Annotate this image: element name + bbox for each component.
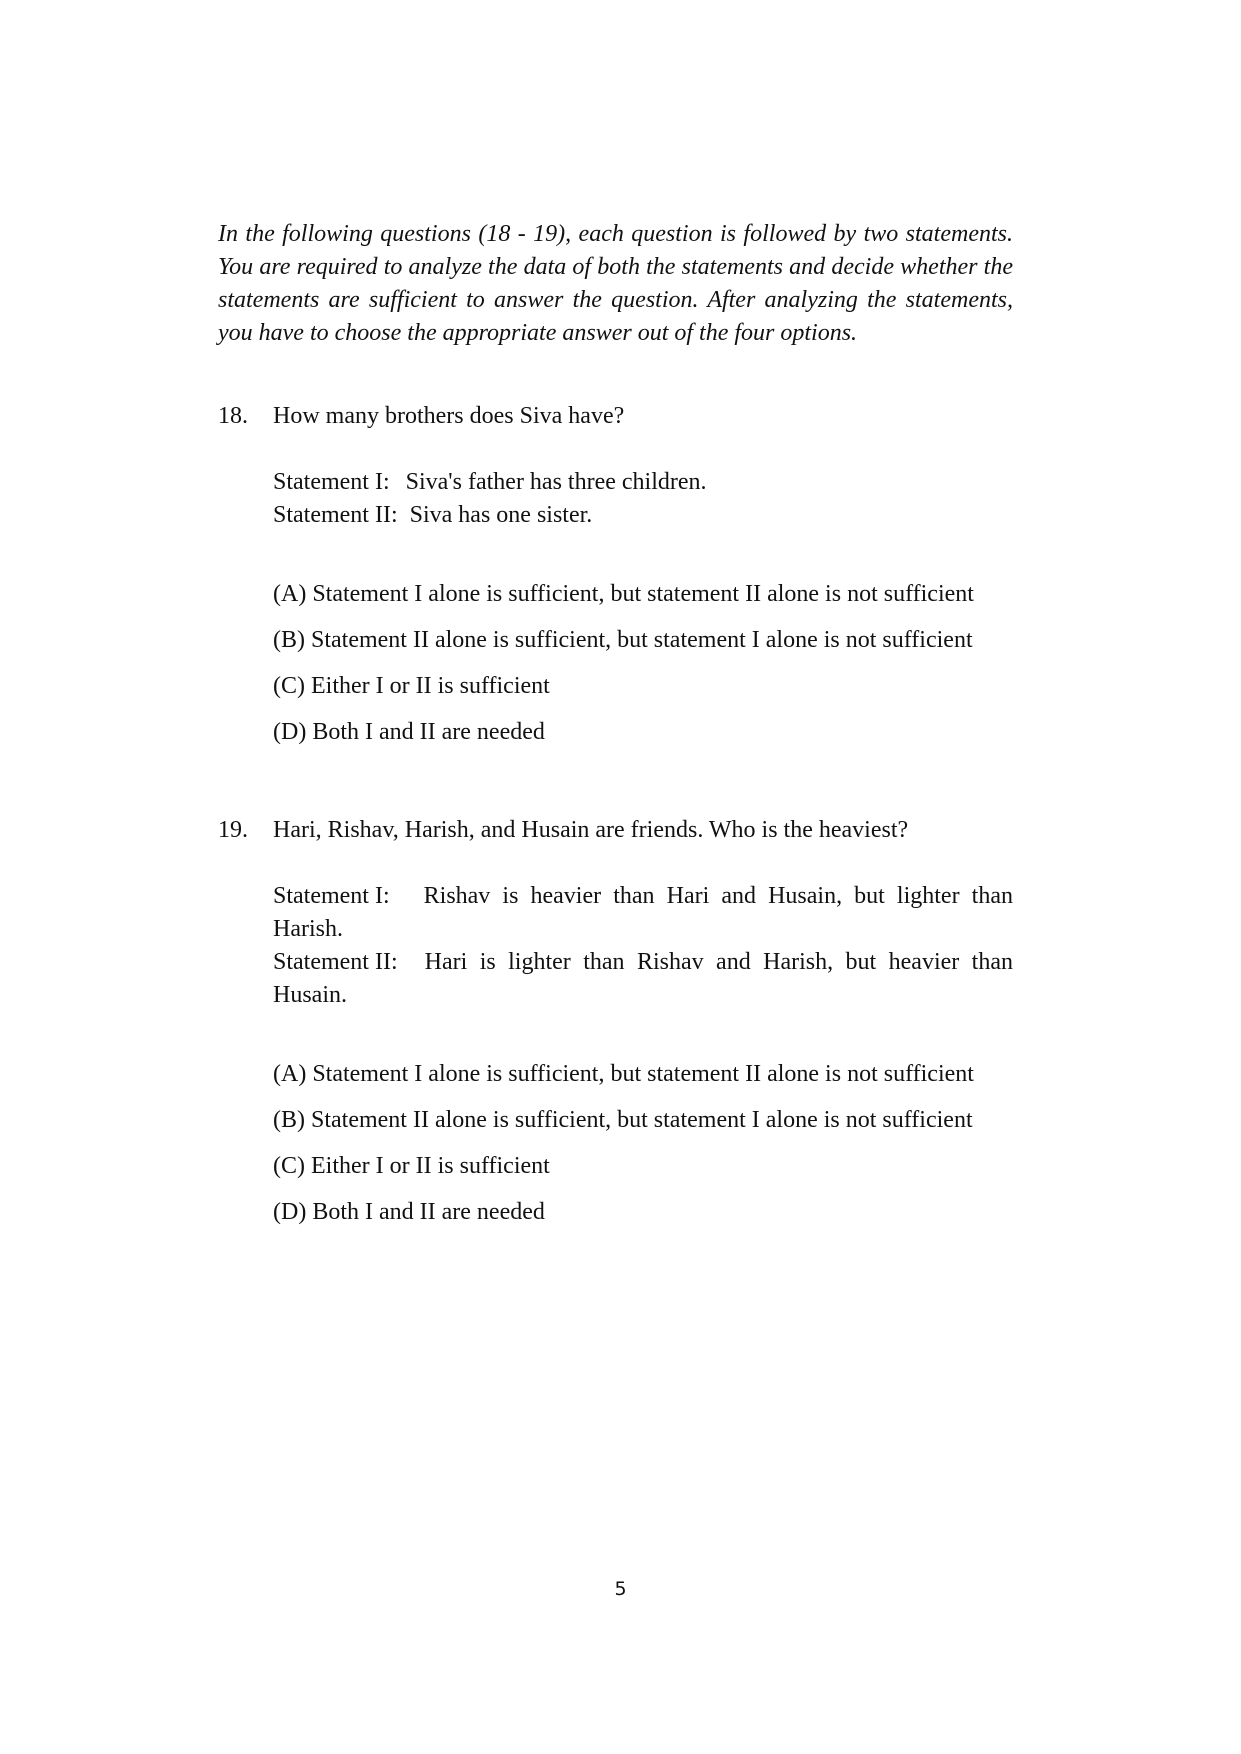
option-d: (D) Both I and II are needed [273, 719, 545, 745]
statements [273, 880, 1013, 1012]
statement-1 [273, 466, 1013, 499]
statement-label: Statement II: [273, 502, 398, 528]
question-line [218, 814, 1018, 847]
question-line [218, 400, 1018, 433]
question-18 [218, 400, 1018, 762]
statement-label: Statement I: [273, 469, 390, 495]
instructions-paragraph: In the following questions (18 - 19), each question is followed by two statements. You are required to analyze the data of both the statements and decide whether the statements are sufficient to answer the question. After analyzing the statements, you have to choose the appropriate answer out of the four options. [218, 221, 1013, 346]
question-number: 19. [218, 817, 248, 843]
option-a: (A) Statement I alone is sufficient, but statement II alone is not sufficient [273, 1061, 974, 1087]
question-text: Hari, Rishav, Harish, and Husain are friends. Who is the heaviest? [273, 817, 909, 843]
option-c: (C) Either I or II is sufficient [273, 673, 550, 699]
answer-options [273, 578, 1018, 749]
statement-label: Statement II: [273, 949, 398, 975]
statement-text: Siva's father has three children. [405, 469, 707, 495]
statement-1 [273, 880, 1013, 946]
option-a: (A) Statement I alone is sufficient, but statement II alone is not sufficient [273, 581, 974, 607]
option-c: (C) Either I or II is sufficient [273, 1153, 550, 1179]
question-number: 18. [218, 403, 248, 429]
statement-text: Rishav is heavier than Hari and Husain, but lighter than Harish. [273, 883, 1013, 942]
question-19 [218, 814, 1018, 1242]
statement-label: Statement I: [273, 883, 390, 909]
question-text: How many brothers does Siva have? [273, 403, 625, 429]
option-b: (B) Statement II alone is sufficient, but statement I alone is not sufficient [273, 627, 973, 653]
statement-2 [273, 499, 1013, 532]
statements [273, 466, 1013, 532]
option-b: (B) Statement II alone is sufficient, but statement I alone is not sufficient [273, 1107, 973, 1133]
option-d: (D) Both I and II are needed [273, 1199, 545, 1225]
statement-text: Hari is lighter than Rishav and Harish, but heavier than Husain. [273, 949, 1013, 1008]
statement-2 [273, 946, 1013, 1012]
page-number: 5 [614, 1578, 627, 1600]
answer-options [273, 1058, 1018, 1229]
statement-text: Siva has one sister. [409, 502, 593, 528]
